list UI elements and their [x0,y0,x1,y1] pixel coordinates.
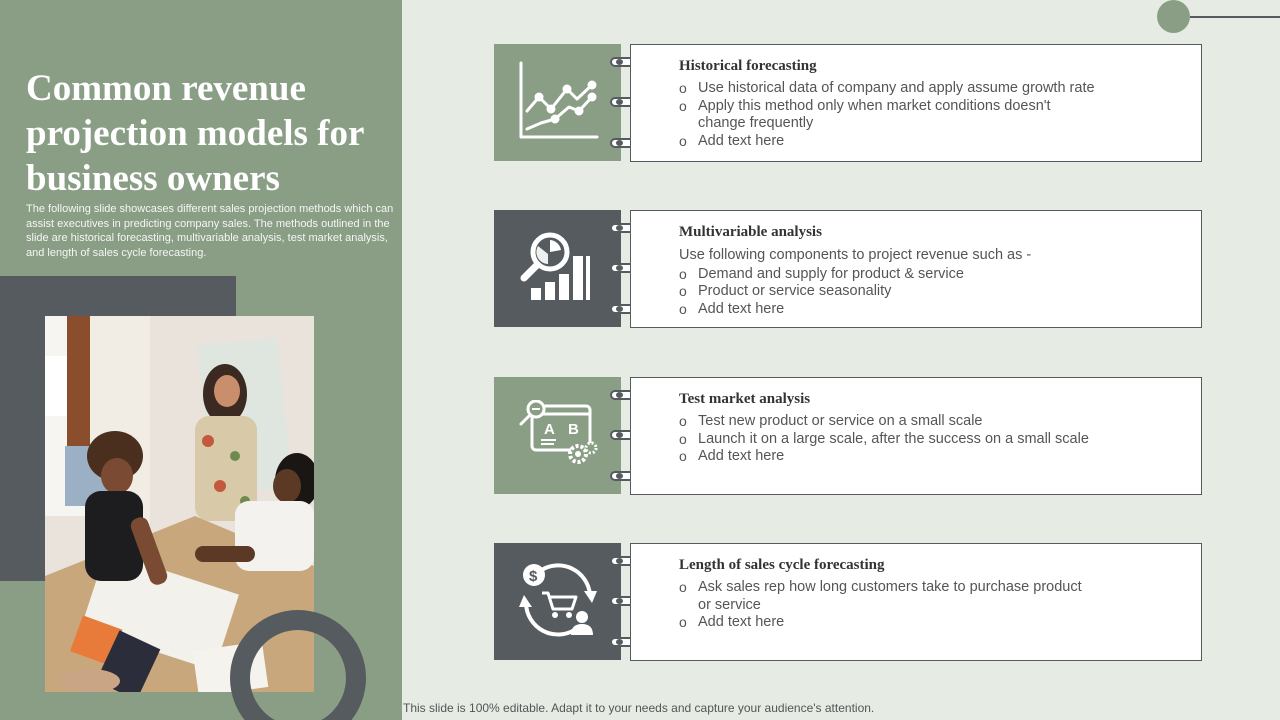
bullet-item: o Add text here [679,301,1159,319]
bullet-item: o Ask sales rep how long customers take to purchase product or service [679,579,1089,614]
decorative-circle [1157,0,1190,33]
bullet-item: o Test new product or service on a small scale [679,413,1159,431]
card-test-market-analysis [494,377,1202,495]
magnifier-bar-chart-icon [520,230,596,307]
slide-title: Common revenue projection models for business owners [26,68,364,199]
card-body [679,413,1159,466]
bullet-list [679,266,1159,319]
bullet-list [679,579,1159,632]
card-panel [630,44,1202,162]
bullet-item: o Demand and supply for product & service [679,266,1159,284]
card-body [679,579,1159,632]
svg-text:$: $ [528,568,537,585]
icon-box [494,210,621,327]
ab-test-icon [518,400,598,471]
line-chart-icon [517,59,599,146]
card-intro: Use following components to project revenue such as - [679,247,1032,263]
slide-description: The following slide showcases different sales projection methods which can assist executives in predicting company sales. The methods outlined in the slide are historical forecasting, multivariable analysis, test market analysis, and length of sales cycle forecasting. [26,203,394,259]
icon-box [494,44,621,161]
icon-box [494,543,621,660]
card-body [679,247,1159,318]
bullet-item: o Add text here [679,448,1159,466]
decorative-line [1190,16,1280,18]
bullet-list [679,413,1159,466]
sales-cycle-icon [518,559,598,644]
bullet-list [679,80,1159,150]
card-title: Test market analysis [679,391,811,407]
footer-note: This slide is 100% editable. Adapt it to your needs and capture your audience's attention. [403,701,875,715]
bullet-item: o Product or service seasonality [679,283,1159,301]
left-panel [0,0,402,720]
bullet-item: o Add text here [679,614,1159,632]
bullet-item: o Add text here [679,133,1159,151]
card-multivariable-analysis [494,210,1202,328]
bullet-item: o Launch it on a large scale, after the success on a small scale [679,431,1159,449]
card-title: Length of sales cycle forecasting [679,557,885,573]
card-panel [630,210,1202,328]
icon-box [494,377,621,494]
svg-text:B: B [567,421,579,438]
bullet-item: o Use historical data of company and apply assume growth rate [679,80,1159,98]
card-title: Multivariable analysis [679,224,822,240]
bullet-item: o Apply this method only when market conditions doesn't change frequently [679,98,1079,133]
card-historical-forecasting [494,44,1202,162]
card-title: Historical forecasting [679,58,817,74]
card-panel [630,377,1202,495]
card-sales-cycle-forecasting [494,543,1202,661]
card-panel [630,543,1202,661]
card-body [679,80,1159,150]
svg-text:A: A [543,421,555,438]
